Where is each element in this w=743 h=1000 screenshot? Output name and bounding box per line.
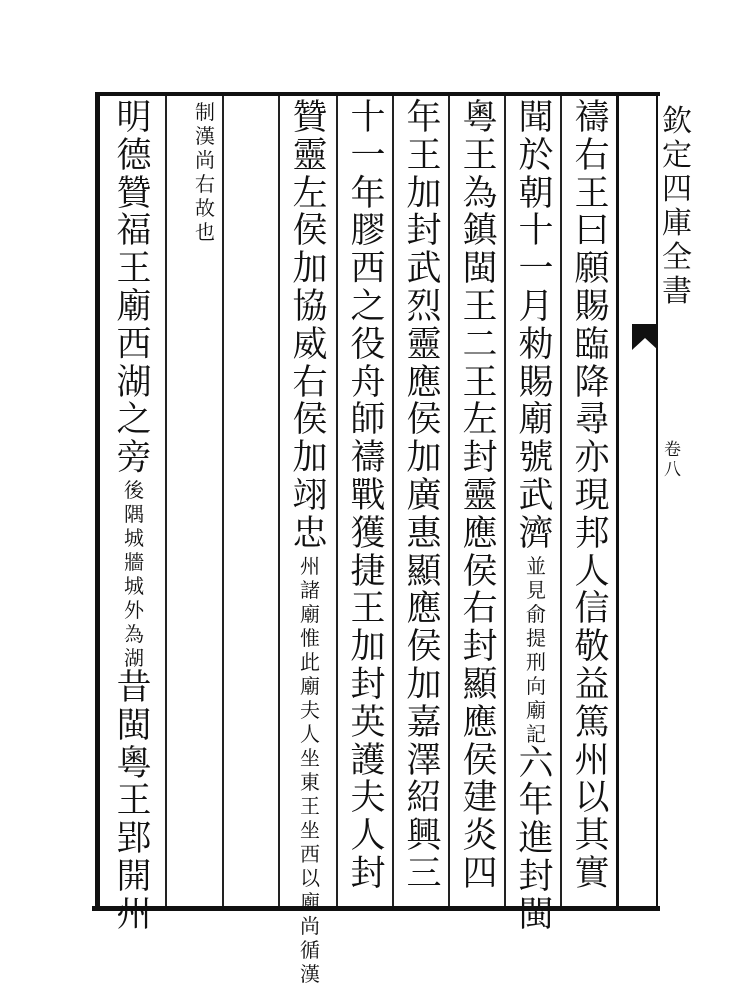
text-column bbox=[344, 100, 392, 894]
annotation-line: 後 隅 城 牆 bbox=[124, 477, 144, 574]
fish-tail-icon bbox=[630, 322, 660, 352]
main-text: 明 德 贊 福 王 廟 西 湖 之 旁 bbox=[116, 98, 152, 479]
annotation-note bbox=[524, 554, 548, 746]
text-column bbox=[456, 100, 504, 894]
annotation-note bbox=[193, 100, 217, 244]
main-text: 十 一 年 膠 西 之 役 舟 師 禱 戰 獲 捷 王 加 封 英 護 夫 人 封 bbox=[350, 98, 386, 894]
text-column bbox=[512, 100, 560, 935]
margin-volume-text: 卷 八 bbox=[664, 440, 681, 480]
text-column bbox=[110, 100, 158, 935]
main-text: 粵 王 為 鎮 閩 王 二 王 左 封 靈 應 侯 右 封 顯 應 侯 建 炎 四 bbox=[462, 98, 498, 894]
annotation-line: 州 諸 廟 惟 此 廟 夫 人 坐 bbox=[300, 553, 320, 770]
column-rule bbox=[560, 96, 562, 906]
annotation-line: 右 故 也 bbox=[195, 172, 215, 244]
annotation-line: 城 外 為 湖 bbox=[124, 573, 144, 670]
column-rule bbox=[165, 96, 167, 906]
text-column bbox=[286, 100, 334, 986]
frame-bottom-border bbox=[92, 906, 660, 911]
annotation-note bbox=[122, 478, 146, 670]
column-rule bbox=[222, 96, 224, 906]
annotation-line: 制 漢 尚 bbox=[195, 100, 215, 172]
margin-volume-label bbox=[664, 440, 681, 480]
main-text: 昔 閩 粵 王 郢 開 州 bbox=[116, 667, 152, 935]
text-column bbox=[175, 100, 235, 244]
annotation-note bbox=[298, 554, 322, 986]
text-column bbox=[568, 100, 616, 894]
frame-left-border bbox=[95, 92, 100, 910]
main-text: 贊 靈 左 侯 加 協 威 右 侯 加 翊 忠 bbox=[292, 98, 328, 554]
column-rule bbox=[336, 96, 338, 906]
column-rule bbox=[278, 96, 280, 906]
margin-book-title bbox=[657, 105, 697, 309]
annotation-line: 東 王 坐 西 以 廟 尚 循 漢 bbox=[300, 769, 320, 986]
text-column bbox=[400, 100, 448, 894]
column-rule bbox=[504, 96, 506, 906]
main-text: 聞 於 朝 十 一 月 勑 賜 廟 號 武 濟 bbox=[518, 98, 554, 554]
annotation-line: 刑 向 廟 記 bbox=[526, 649, 546, 746]
frame-right-border bbox=[616, 92, 619, 907]
column-rule bbox=[392, 96, 394, 906]
margin-title-text: 欽 定 四 庫 全 書 bbox=[662, 104, 692, 309]
main-text: 禱 右 王 曰 願 賜 臨 降 尋 亦 現 邦 人 信 敬 益 篤 州 以 其 實 bbox=[574, 98, 610, 894]
frame-top-border bbox=[100, 92, 660, 96]
annotation-line: 並 見 俞 提 bbox=[526, 553, 546, 650]
main-text: 六 年 進 封 閩 bbox=[518, 743, 554, 935]
column-rule bbox=[448, 96, 450, 906]
main-text: 年 王 加 封 武 烈 靈 應 侯 加 廣 惠 顯 應 侯 加 嘉 澤 紹 興 三 bbox=[406, 98, 442, 894]
